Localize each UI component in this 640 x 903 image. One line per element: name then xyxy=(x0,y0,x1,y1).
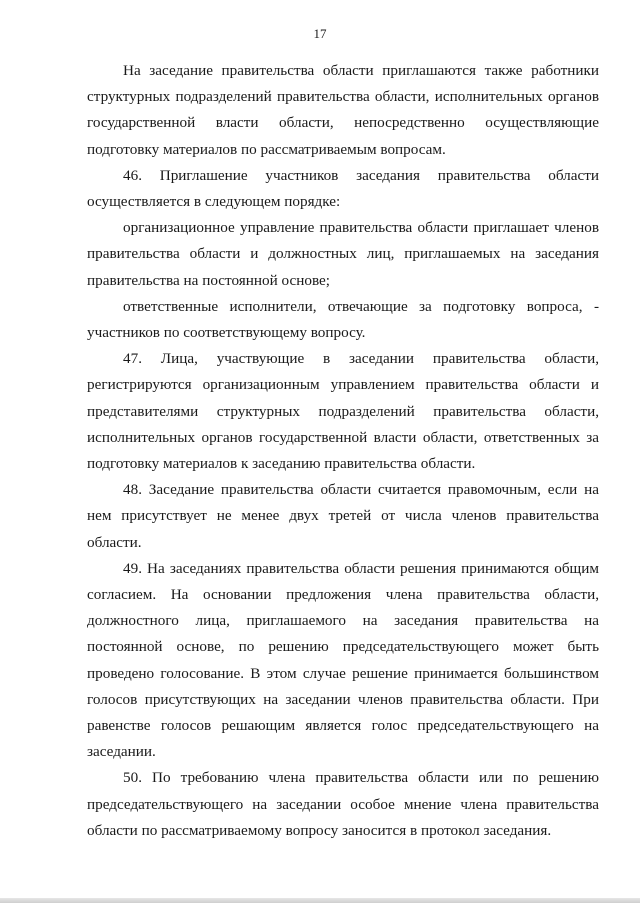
paragraph-46-item-2: ответственные исполнители, отвечающие за подготовку вопроса, - участников по соответствующему вопросу. xyxy=(87,297,599,342)
paragraph-46: 46. Приглашение участников заседания правительства области осуществляется в следующем порядке: xyxy=(87,166,599,211)
document-body xyxy=(87,58,599,844)
page-number: 17 xyxy=(313,26,327,41)
paragraph-50: 50. По требованию члена правительства области или по решению председательствующего на заседании особое мнение члена правительства области по рассматриваемому вопросу заносится в протокол заседания. xyxy=(87,769,599,839)
paragraph-46-item-1: организационное управление правительства области приглашает членов правительства области и должностных лиц, приглашаемых на заседания правительства на постоянной основе; xyxy=(87,219,599,289)
paragraph-49: 49. На заседаниях правительства области решения принимаются общим согласием. На основании предложения члена правительства области, должностного лица, приглашаемого на заседания правительства на постоянной основе, по решению председательствующего может быть проведено голосование. В этом случае решение принимается большинством голосов присутствующих на заседании членов правительства области. При равенстве голосов решающим является голос председательствующего на заседании. xyxy=(87,559,599,761)
page-bottom-edge xyxy=(0,898,640,903)
paragraph-48: 48. Заседание правительства области считается правомочным, если на нем присутствует не менее двух третей от числа членов правительства области. xyxy=(87,481,599,551)
paragraph-47: 47. Лица, участвующие в заседании правительства области, регистрируются организационным управлением правительства области и представителями структурных подразделений правительства области, исполнительных органов государственной власти области, ответственных за подготовку материалов к заседанию правительства области. xyxy=(87,350,599,473)
paragraph-invitees: На заседание правительства области приглашаются также работники структурных подразделений правительства области, исполнительных органов государственной власти области, непосредственно осуществляющие подготовку материалов по рассматриваемым вопросам. xyxy=(87,62,599,158)
